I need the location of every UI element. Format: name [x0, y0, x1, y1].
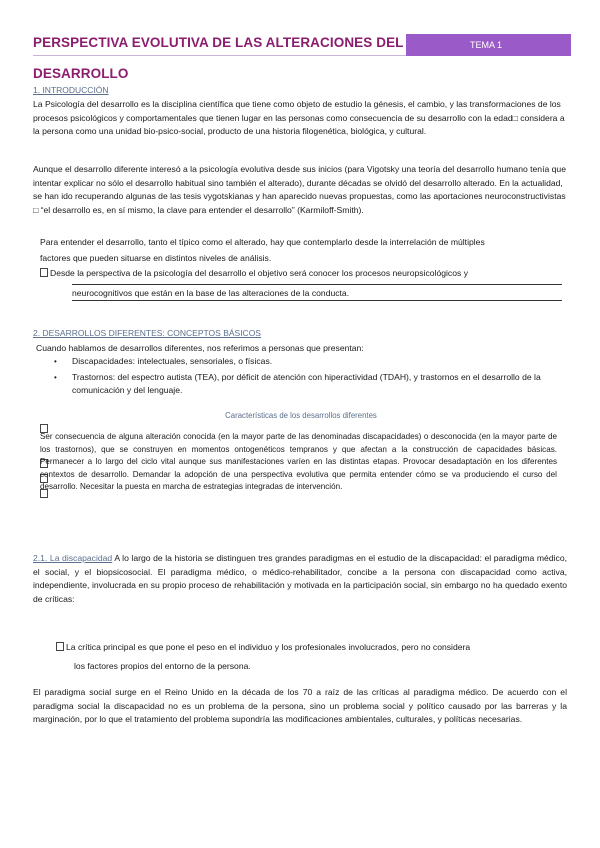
- document-title-line1: PERSPECTIVA EVOLUTIVA DE LAS ALTERACIONES DEL: [33, 35, 404, 50]
- critica-line1: La crítica principal es que pone el peso en el individuo y los profesionales involucrados, pero no considera: [56, 641, 566, 655]
- discapacidad-paragraph: 2.1. La discapacidad A lo largo de la historia se distinguen tres grandes paradigmas en el estudio de la discapacidad: el paradigma médico, el social, y el biopsicosocial. El paradigma médico, o médico-rehabilitador, concibe a la persona con discapacidad como activa, independiente, involucrada en su propio proceso de rehabilitación y motivada en la participación social, sin embargo no ha quedado exento de críticas:: [33, 553, 567, 604]
- section-heading-introduccion: 1. INTRODUCCIÓN: [33, 85, 109, 95]
- critica-line2: los factores propios del entorno de la persona.: [74, 661, 251, 671]
- document-title-line2: DESARROLLO: [33, 66, 129, 81]
- characteristics-caption: Características de los desarrollos diferentes: [225, 411, 377, 420]
- title-divider: [33, 55, 406, 56]
- tema-label: TEMA 1: [470, 40, 503, 50]
- section2-intro: Cuando hablamos de desarrollos diferentes, nos referimos a personas que presentan:: [36, 343, 364, 353]
- tema-badge: [406, 34, 571, 56]
- intro-paragraph-1: La Psicología del desarrollo es la disciplina científica que tiene como objeto de estudio la génesis, el cambio, y las transformaciones de los procesos psicológicos y comportamentales que tienen lugar en las personas como consecuencia de su desarrollo con la edad□ considera a la persona como una unidad bio-psico-social, producto de una historia filogenética, biológica, y cultural.: [33, 99, 565, 137]
- paradigma-social-paragraph: El paradigma social surge en el Reino Unido en la década de los 70 a raíz de las críticas al paradigma médico. De acuerdo con el paradigma social la discapacidad no es un problema de la persona, sino un problema social y político causado por las barreras y la marginación, por lo que el tratamiento del problema supondría las modificaciones ambientales, culturales, y políticas necesarias.: [33, 687, 567, 725]
- intro-paragraph-2: Aunque el desarrollo diferente interesó a la psicología evolutiva desde sus inicios (para Vigotsky una teoría del desarrollo humano tenía que intentar explicar no sólo el desarrollo habitual sino también el alterado), durante décadas se olvidó del desarrollo alterado. En la actualidad, se han ido recuperando algunas de las tesis vygotskianas y han aparecido nuevas propuestas, como las aportaciones neuroconstructivistas □ “el desarrollo es, en sí mismo, la clave para entender el desarrollo” (Karmiloff-Smith).: [33, 164, 566, 215]
- paragraph-rule-bottom: [72, 300, 562, 301]
- checkbox-glyph-icon: [56, 642, 64, 651]
- intro-paragraph-4-line1: Desde la perspectiva de la psicología del desarrollo el objetivo será conocer los procesos neuropsicológicos y: [50, 268, 468, 278]
- characteristics-text: Ser consecuencia de alguna alteración conocida (en la mayor parte de las denominadas discapacidades) o desconocida (en la mayor parte de los trastornos), que se construyen en momentos ontogenéticos tempranos y que afectan a la construcción de capacidades básicas. Permanecer a lo largo del ciclo vital aunque sus manifestaciones varíen en las distintas etapas. Provocar desadaptación en los diferentes contextos de desarrollo. Demandar la adopción de una perspectiva evolutiva que permita entender cómo se va produciendo el curso del desarrollo. Necesitar la puesta en marcha de estrategias integradas de intervención.: [40, 432, 557, 492]
- bullet-icon: •: [54, 357, 57, 366]
- intro-paragraph-4-line2: neurocognitivos que están en la base de las alteraciones de la conducta.: [72, 288, 350, 298]
- section-heading-discapacidad: 2.1. La discapacidad: [33, 553, 113, 563]
- intro-paragraph-3: Para entender el desarrollo, tanto el típico como el alterado, hay que contemplarlo desde la interrelación de múltiples factores que pueden situarse en distintos niveles de análisis.: [40, 237, 485, 263]
- section-heading-desarrollos: 2. DESARROLLOS DIFERENTES: CONCEPTOS BÁSICOS: [33, 328, 261, 338]
- paragraph-rule-top: [72, 284, 562, 285]
- list-item: • Trastornos: del espectro autista (TEA), por déficit de atención con hiperactividad (TDAH), y trastornos en el desarrollo de la comunicación y del lenguaje.: [54, 371, 541, 396]
- bullet-icon: •: [54, 372, 57, 382]
- list-item: • Discapacidades: intelectuales, sensoriales, o físicas.: [72, 355, 564, 369]
- checkbox-glyph-icon: [40, 268, 48, 277]
- developments-list: [54, 355, 564, 398]
- intro-paragraph-4: [40, 267, 570, 281]
